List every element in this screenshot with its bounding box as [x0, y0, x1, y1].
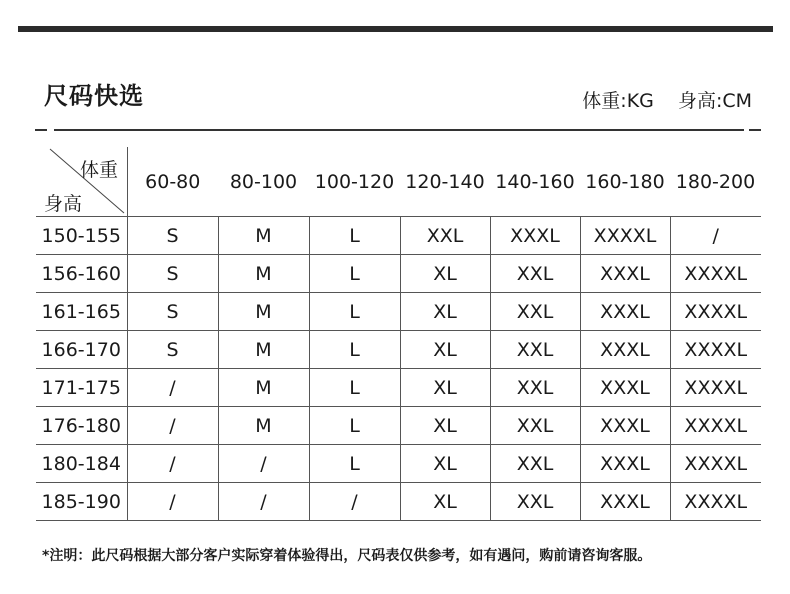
col-header: 160-180 [580, 147, 670, 217]
row-height-label: 185-190 [36, 483, 127, 521]
size-cell: XL [400, 445, 490, 483]
size-cell: S [127, 217, 218, 255]
size-cell: M [218, 217, 309, 255]
col-header: 120-140 [400, 147, 490, 217]
header-row [36, 147, 761, 217]
size-cell: XXXXL [670, 445, 761, 483]
size-cell: / [218, 445, 309, 483]
col-header: 140-160 [490, 147, 580, 217]
size-cell: XXL [490, 369, 580, 407]
table-row [36, 483, 761, 521]
divider-dash-right [749, 129, 761, 131]
size-cell: XXXL [580, 483, 670, 521]
size-cell: S [127, 255, 218, 293]
row-height-label: 161-165 [36, 293, 127, 331]
size-cell: S [127, 331, 218, 369]
divider-dash-left [35, 129, 47, 131]
size-cell: M [218, 369, 309, 407]
col-header: 180-200 [670, 147, 761, 217]
top-bar [18, 26, 773, 32]
footnote: *注明：此尺码根据大部分客户实际穿着体验得出，尺码表仅供参考，如有遇问，购前请咨询客服。 [42, 548, 652, 564]
size-cell: XXL [490, 331, 580, 369]
size-cell: / [309, 483, 400, 521]
size-cell: / [127, 369, 218, 407]
size-cell: M [218, 331, 309, 369]
size-table [36, 147, 761, 521]
size-cell: XXL [490, 293, 580, 331]
table-row [36, 255, 761, 293]
size-cell: / [670, 217, 761, 255]
row-height-label: 176-180 [36, 407, 127, 445]
size-cell: XXXXL [670, 369, 761, 407]
size-cell: XXXL [580, 445, 670, 483]
table-row [36, 293, 761, 331]
corner-weight-label: 体重 [80, 159, 119, 181]
size-cell: XXXL [580, 293, 670, 331]
size-cell: XXXXL [670, 407, 761, 445]
size-cell: XL [400, 407, 490, 445]
size-cell: XXXL [580, 255, 670, 293]
size-cell: XXL [400, 217, 490, 255]
col-header: 80-100 [218, 147, 309, 217]
height-unit: 身高:CM [677, 90, 752, 112]
size-cell: L [309, 255, 400, 293]
size-cell: XXXL [580, 331, 670, 369]
size-cell: L [309, 445, 400, 483]
size-cell: XXXL [580, 369, 670, 407]
corner-cell [36, 147, 127, 217]
size-cell: XXXL [490, 217, 580, 255]
page-title: 尺码快选 [44, 82, 144, 110]
col-header: 100-120 [309, 147, 400, 217]
size-cell: XL [400, 483, 490, 521]
size-cell: / [218, 483, 309, 521]
size-cell: XXL [490, 445, 580, 483]
size-cell: XXXXL [670, 255, 761, 293]
size-cell: XL [400, 331, 490, 369]
size-cell: XXXXL [670, 293, 761, 331]
col-header: 60-80 [127, 147, 218, 217]
size-cell: / [127, 445, 218, 483]
weight-unit: 体重:KG [582, 90, 654, 112]
row-height-label: 166-170 [36, 331, 127, 369]
size-cell: XXXXL [580, 217, 670, 255]
table-row [36, 445, 761, 483]
corner-height-label: 身高 [44, 193, 83, 215]
row-height-label: 180-184 [36, 445, 127, 483]
size-cell: XXXXL [670, 331, 761, 369]
size-cell: S [127, 293, 218, 331]
size-cell: L [309, 407, 400, 445]
size-cell: M [218, 255, 309, 293]
size-cell: XL [400, 293, 490, 331]
size-cell: XL [400, 369, 490, 407]
size-cell: XXL [490, 255, 580, 293]
size-cell: / [127, 483, 218, 521]
size-cell: M [218, 407, 309, 445]
units-label [564, 86, 752, 113]
size-cell: XXXL [580, 407, 670, 445]
size-cell: M [218, 293, 309, 331]
size-cell: / [127, 407, 218, 445]
size-cell: XXL [490, 483, 580, 521]
divider-line [54, 129, 744, 131]
size-cell: L [309, 293, 400, 331]
size-cell: L [309, 331, 400, 369]
size-cell: XL [400, 255, 490, 293]
size-cell: XXXXL [670, 483, 761, 521]
size-cell: XXL [490, 407, 580, 445]
table-row [36, 217, 761, 255]
table-row [36, 407, 761, 445]
row-height-label: 156-160 [36, 255, 127, 293]
size-cell: L [309, 369, 400, 407]
row-height-label: 171-175 [36, 369, 127, 407]
size-cell: L [309, 217, 400, 255]
row-height-label: 150-155 [36, 217, 127, 255]
table-row [36, 331, 761, 369]
table-row [36, 369, 761, 407]
